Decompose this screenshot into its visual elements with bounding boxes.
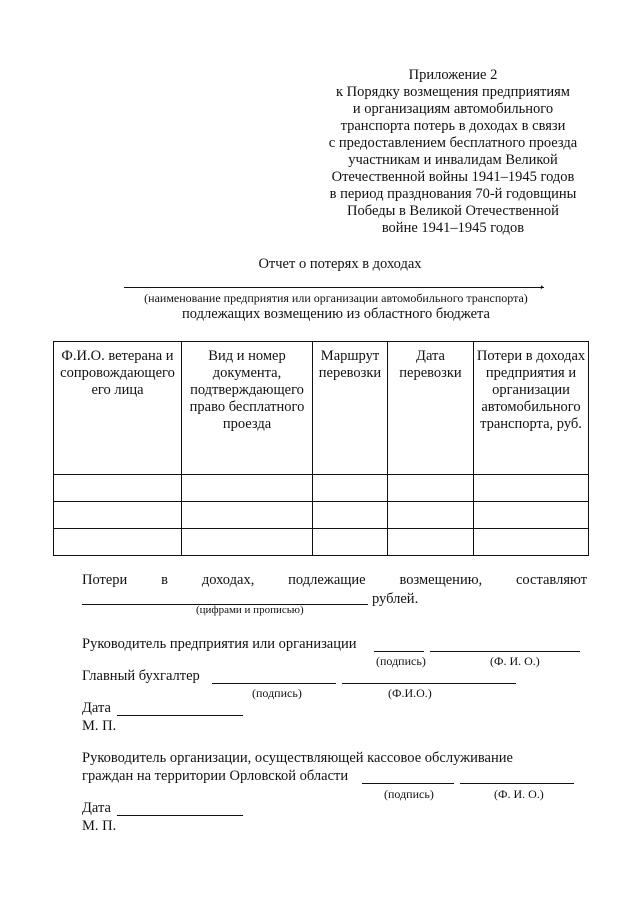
seal-label: М. П. [82, 818, 117, 834]
date-line[interactable] [117, 715, 243, 716]
losses-word: составляют [516, 572, 587, 588]
losses-word: в [161, 572, 168, 588]
accountant-fio-line[interactable] [342, 683, 516, 684]
amount-caption: (цифрами и прописью) [196, 604, 304, 616]
losses-sentence [82, 573, 587, 588]
table-cell[interactable] [313, 475, 388, 502]
losses-word: подлежащие [288, 572, 366, 588]
head-of-enterprise-label: Руководитель предприятия или организации [82, 636, 357, 652]
seal-label: М. П. [82, 718, 117, 734]
rubles-label: рублей. [372, 591, 419, 607]
budget-subtitle: подлежащих возмещению из областного бюджета [182, 306, 490, 322]
table-row [54, 475, 589, 502]
losses-word: Потери [82, 572, 128, 588]
date-label: Дата [82, 800, 111, 816]
table-header-row [54, 342, 589, 475]
organization-comma: , [540, 275, 544, 291]
appendix-header [318, 67, 588, 237]
table-cell[interactable] [313, 502, 388, 529]
header-document: Вид и номер документа, подтверждающего право бесплатного проезда [182, 342, 313, 475]
appendix-line: войне 1941–1945 годов [381, 220, 525, 236]
table-cell[interactable] [388, 475, 474, 502]
report-title: Отчет о потерях в доходах [258, 256, 422, 272]
header-veteran-name: Ф.И.О. ветерана и сопровождающего его лица [54, 342, 182, 475]
header-date: Дата перевозки [388, 342, 474, 475]
head-fio-line[interactable] [430, 651, 580, 652]
appendix-line: с предоставлением бесплатного проезда [328, 135, 578, 151]
table-cell[interactable] [182, 502, 313, 529]
accountant-signature-caption: (подпись) [252, 686, 302, 700]
table-cell[interactable] [182, 529, 313, 556]
table-cell[interactable] [474, 475, 589, 502]
cash-head-signature-caption: (подпись) [384, 787, 434, 801]
table-row [54, 529, 589, 556]
table-cell[interactable] [54, 475, 182, 502]
appendix-line: к Порядку возмещения предприятиям [336, 84, 570, 100]
head-signature-line[interactable] [374, 651, 424, 652]
date-label: Дата [82, 700, 111, 716]
accountant-fio-caption: (Ф.И.О.) [388, 686, 432, 700]
accountant-signature-line[interactable] [212, 683, 336, 684]
table-cell[interactable] [388, 529, 474, 556]
appendix-line: в период празднования 70-й годовщины [329, 186, 577, 202]
table-cell[interactable] [388, 502, 474, 529]
appendix-line: транспорта потерь в доходах в связи [340, 118, 566, 134]
header-losses: Потери в доходах предприятия и организации автомобильного транспорта, руб. [474, 342, 589, 475]
chief-accountant-label: Главный бухгалтер [82, 668, 200, 684]
head-signature-caption: (подпись) [376, 654, 426, 668]
table-cell[interactable] [182, 475, 313, 502]
appendix-line: участникам и инвалидам Великой [348, 152, 558, 168]
header-route: Маршрут перевозки [313, 342, 388, 475]
cash-head-fio-caption: (Ф. И. О.) [494, 787, 544, 801]
losses-table [53, 341, 589, 556]
table-cell[interactable] [474, 529, 589, 556]
cash-head-fio-line[interactable] [460, 783, 574, 784]
cash-head-signature-line[interactable] [362, 783, 454, 784]
table-cell[interactable] [313, 529, 388, 556]
losses-word: возмещению, [399, 572, 483, 588]
organization-name-line[interactable] [124, 287, 544, 288]
appendix-line: Победы в Великой Отечественной [347, 203, 559, 219]
organization-caption: (наименование предприятия или организации автомобильного транспорта) [144, 291, 528, 305]
appendix-line: Приложение 2 [408, 67, 498, 83]
cash-service-head-label: Руководитель организации, осуществляющей кассовое обслуживание [82, 750, 513, 766]
table-cell[interactable] [54, 529, 182, 556]
head-fio-caption: (Ф. И. О.) [490, 654, 540, 668]
table-row [54, 502, 589, 529]
cash-service-region-label: граждан на территории Орловской области [82, 768, 349, 784]
table-cell[interactable] [54, 502, 182, 529]
appendix-line: и организациям автомобильного [352, 101, 554, 117]
date-line[interactable] [117, 815, 243, 816]
table-cell[interactable] [474, 502, 589, 529]
appendix-line: Отечественной войны 1941–1945 годов [331, 169, 575, 185]
losses-word: доходах, [201, 572, 255, 588]
